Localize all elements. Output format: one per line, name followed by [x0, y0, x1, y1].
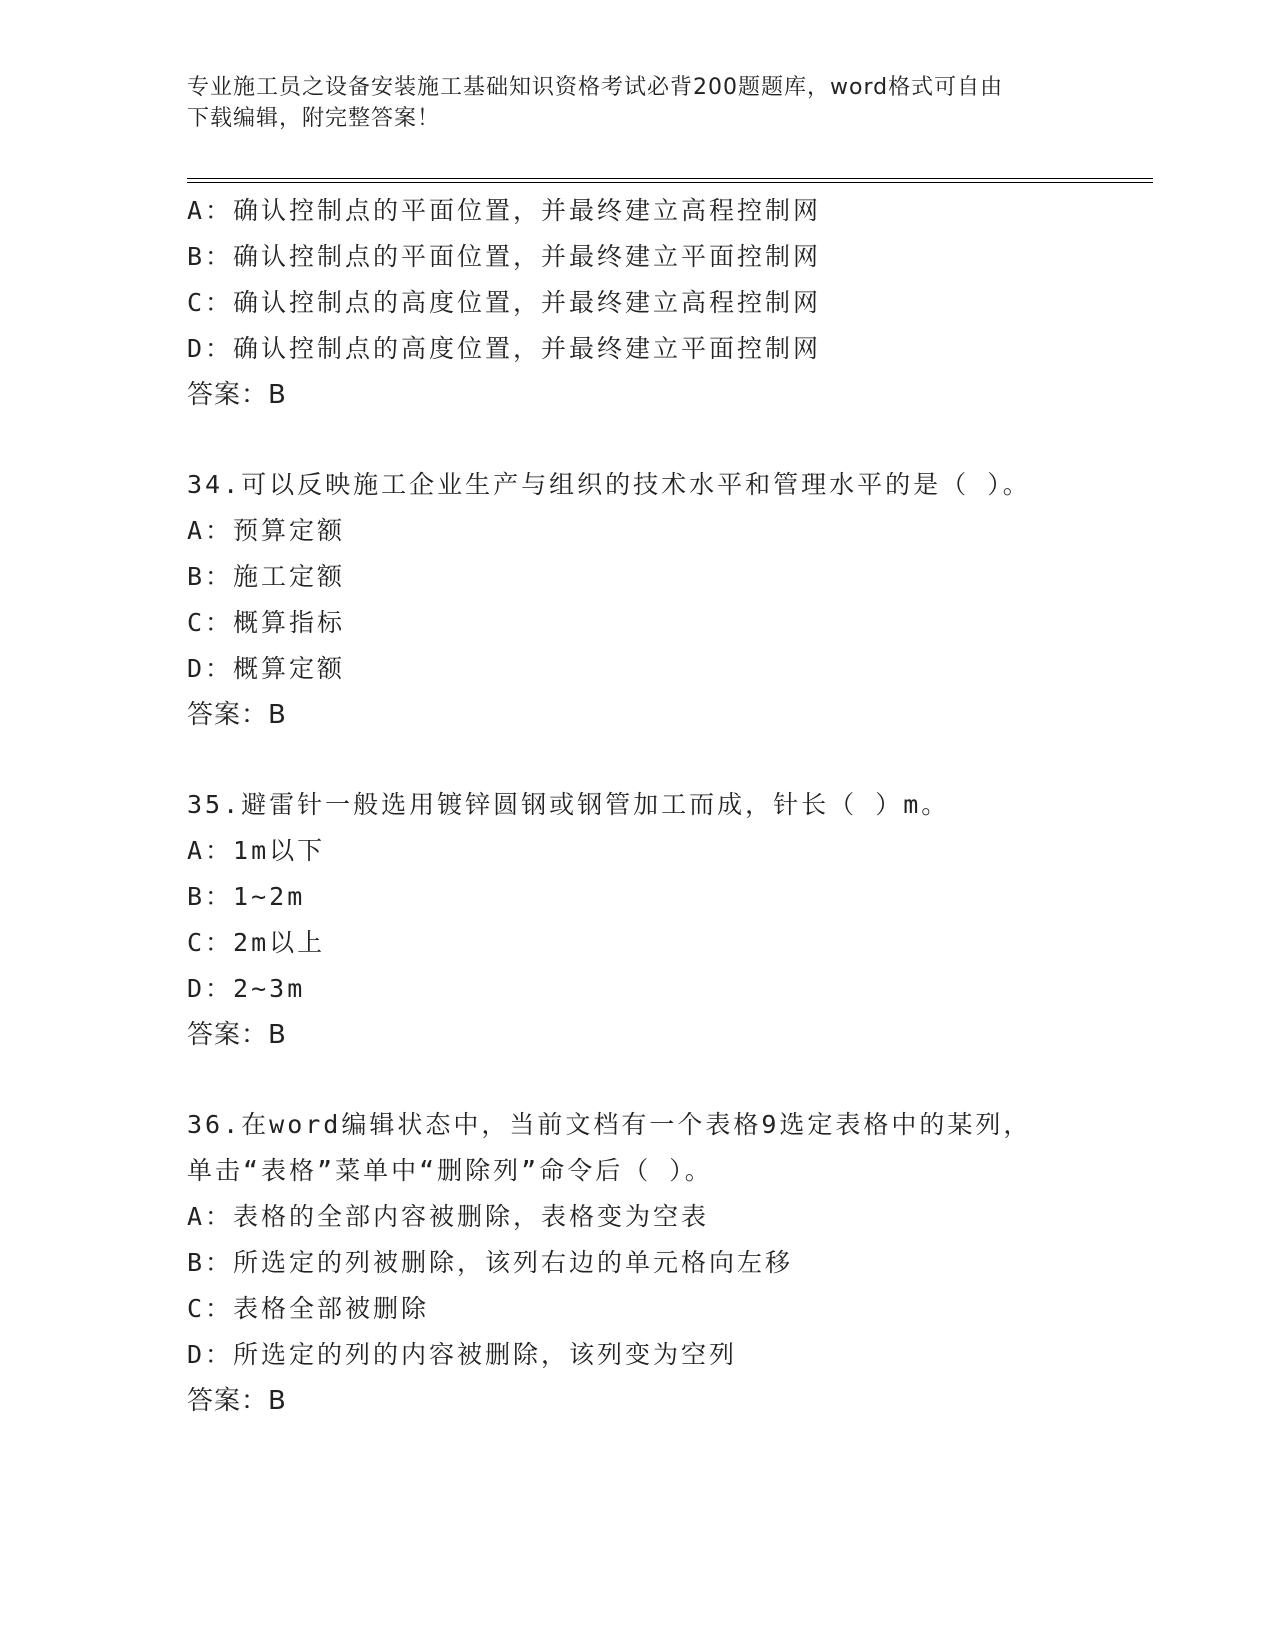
option-d: D：2~3m: [187, 974, 306, 1003]
option-c: C：2m以上: [187, 928, 326, 957]
option-d: D：确认控制点的高度位置，并最终建立平面控制网: [187, 334, 822, 363]
option-c: C：概算指标: [187, 608, 346, 637]
option-a: A：确认控制点的平面位置，并最终建立高程控制网: [187, 196, 822, 225]
question-33-continued: [187, 188, 1087, 418]
question-34: [187, 462, 1087, 738]
question-text-line-1: 36.在word编辑状态中，当前文档有一个表格9选定表格中的某列，: [187, 1110, 1032, 1139]
option-c: C：确认控制点的高度位置，并最终建立高程控制网: [187, 288, 822, 317]
option-b: B：所选定的列被删除，该列右边的单元格向左移: [187, 1248, 794, 1277]
option-b: B：施工定额: [187, 562, 346, 591]
option-b: B：1~2m: [187, 882, 306, 911]
question-36: [187, 1102, 1087, 1424]
header-line-2: 下载编辑，附完整答案！: [187, 106, 441, 131]
answer-line: 答案：B: [187, 700, 287, 730]
option-d: D：所选定的列的内容被删除，该列变为空列: [187, 1340, 738, 1369]
header-rule-top: [187, 178, 1153, 179]
document-header: [187, 72, 1067, 134]
header-line-1: 专业施工员之设备安装施工基础知识资格考试必背200题题库，word格式可自由: [187, 75, 1004, 100]
option-a: A：表格的全部内容被删除，表格变为空表: [187, 1202, 710, 1231]
spacer: [187, 1058, 1087, 1102]
question-35: [187, 782, 1087, 1058]
header-rule-bottom: [187, 182, 1153, 183]
question-content: [187, 188, 1087, 1424]
spacer: [187, 418, 1087, 462]
option-c: C：表格全部被删除: [187, 1294, 430, 1323]
question-text: 34.可以反映施工企业生产与组织的技术水平和管理水平的是（ ）。: [187, 470, 1031, 499]
answer-line: 答案：B: [187, 380, 287, 410]
option-a: A：预算定额: [187, 516, 346, 545]
option-d: D：概算定额: [187, 654, 346, 683]
question-text-line-2: 单击“表格”菜单中“删除列”命令后（ ）。: [187, 1156, 713, 1185]
answer-line: 答案：B: [187, 1386, 287, 1416]
answer-line: 答案：B: [187, 1020, 287, 1050]
option-a: A：1m以下: [187, 836, 326, 865]
question-text: 35.避雷针一般选用镀锌圆钢或钢管加工而成，针长（ ）m。: [187, 790, 950, 819]
option-b: B：确认控制点的平面位置，并最终建立平面控制网: [187, 242, 822, 271]
spacer: [187, 738, 1087, 782]
